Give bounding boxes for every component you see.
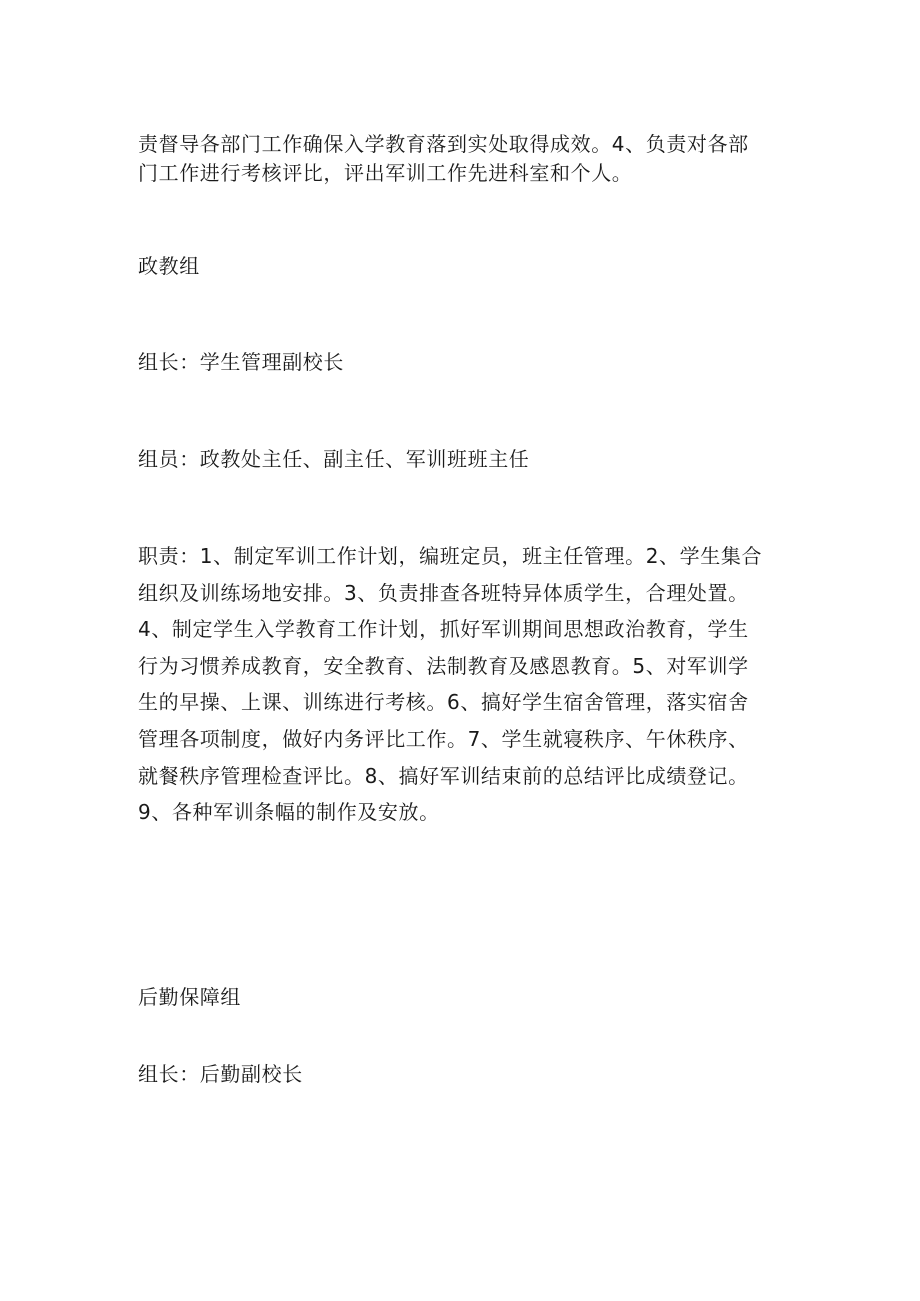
duties-line-3: 4、制定学生入学教育工作计划，抓好军训期间思想政治教育，学生: [138, 617, 749, 642]
logistics-group-leader: 组长：后勤副校长: [138, 1062, 303, 1086]
duties-line-4: 行为习惯养成教育，安全教育、法制教育及感恩教育。5、对军训学: [138, 653, 749, 678]
intro-line-2: 门工作进行考核评比，评出军训工作先进科室和个人。: [138, 161, 633, 185]
duties-line-8: 9、各种军训条幅的制作及安放。: [138, 800, 440, 825]
political-group-leader: 组长：学生管理副校长: [138, 350, 344, 374]
political-group-duties: [138, 538, 788, 831]
duties-line-5: 生的早操、上课、训练进行考核。6、搞好学生宿舍管理，落实宿舍: [138, 690, 749, 715]
duties-line-1: 职责：1、制定军训工作计划，编班定员，班主任管理。2、学生集合: [138, 544, 763, 568]
intro-line-1: 责督导各部门工作确保入学教育落到实处取得成效。4、负责对各部: [138, 132, 749, 156]
logistics-group-heading: 后勤保障组: [138, 985, 241, 1009]
intro-paragraph: [138, 130, 788, 188]
duties-line-7: 就餐秩序管理检查评比。8、搞好军训结束前的总结评比成绩登记。: [138, 763, 749, 788]
political-group-heading: 政教组: [138, 254, 200, 278]
political-group-members: 组员：政教处主任、副主任、军训班班主任: [138, 447, 530, 471]
duties-line-2: 组织及训练场地安排。3、负责排查各班特异体质学生，合理处置。: [138, 580, 749, 605]
duties-line-6: 管理各项制度，做好内务评比工作。7、学生就寝秩序、午休秩序、: [138, 726, 749, 751]
